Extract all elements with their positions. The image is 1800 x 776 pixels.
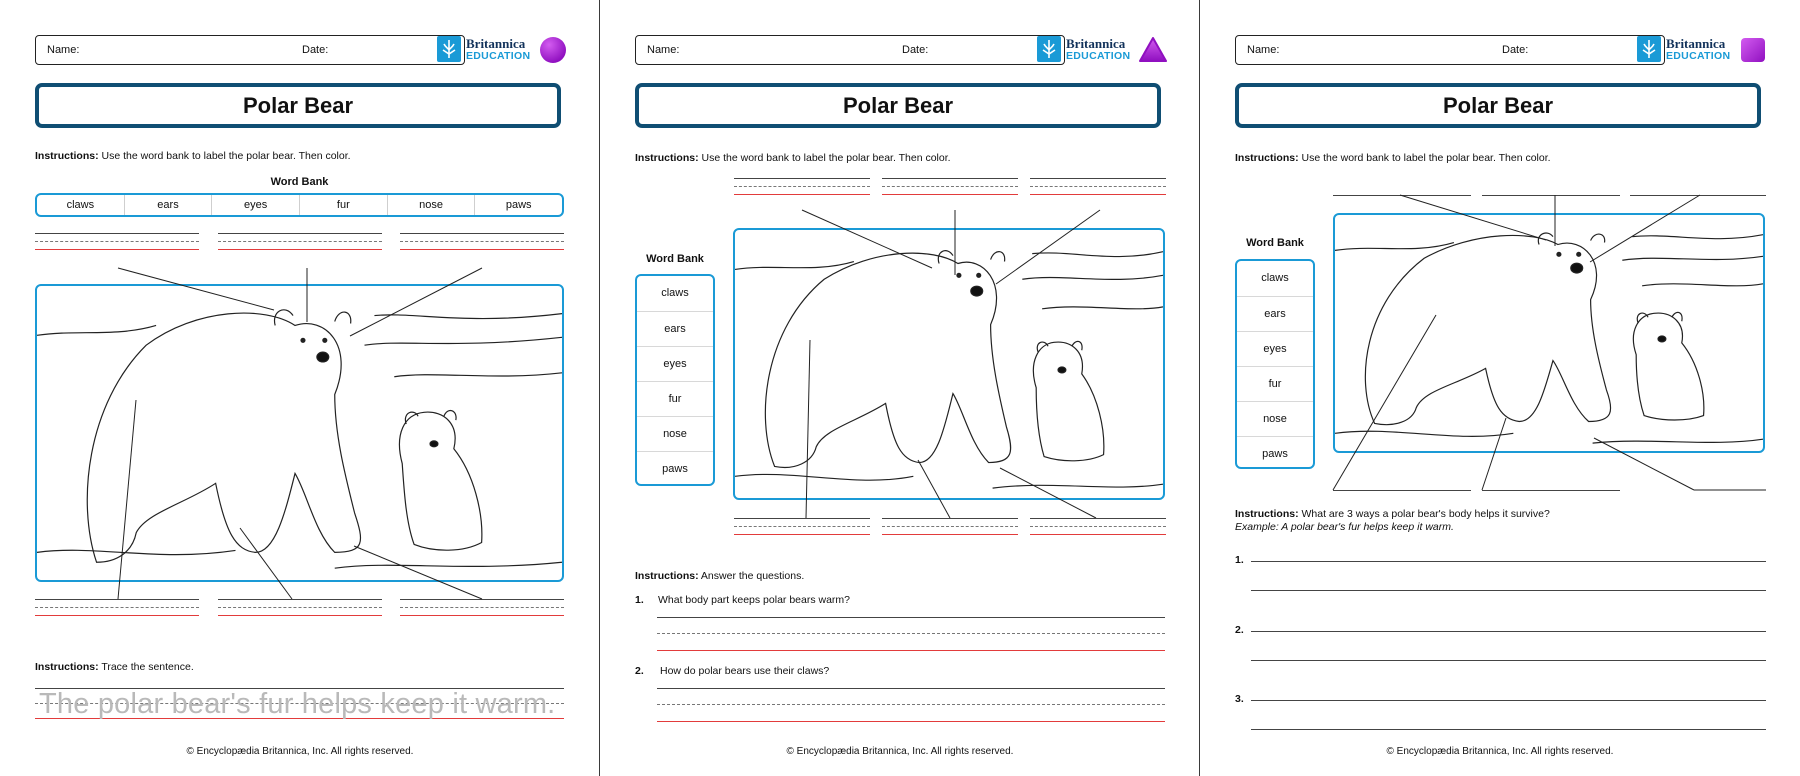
word-eyes: eyes (1237, 331, 1313, 366)
page-title: Polar Bear (1235, 83, 1761, 128)
date-label: Date: (1502, 44, 1529, 56)
word-fur: fur (637, 381, 713, 416)
question-2-text: How do polar bears use their claws? (660, 665, 830, 677)
brand-name: Britannica (1666, 36, 1726, 51)
name-label: Name: (1247, 44, 1280, 56)
answer-1-line-a[interactable] (1251, 561, 1766, 562)
worksheet-page-2 (600, 0, 1200, 776)
word-claws: claws (66, 199, 95, 211)
label-line-bottom-1[interactable] (734, 518, 870, 535)
date-label: Date: (302, 44, 329, 56)
answer-2-number: 2. (1235, 624, 1244, 636)
polar-bear-illustration (35, 284, 564, 582)
purple-triangle-icon (1139, 36, 1167, 64)
label-line-top-2[interactable] (882, 178, 1018, 195)
purple-circle-icon (539, 36, 567, 64)
label-line-bottom-1[interactable] (35, 599, 199, 616)
word-paws: paws (474, 195, 562, 215)
example-text: Example: A polar bear's fur helps keep it warm. (1235, 521, 1454, 533)
britannica-logo (437, 35, 533, 65)
label-line-top-1[interactable] (1333, 195, 1471, 196)
label-line-top-2[interactable] (218, 233, 382, 250)
word-bank-title: Word Bank (270, 176, 329, 188)
word-bank (1235, 259, 1315, 469)
thistle-icon (1637, 36, 1661, 62)
worksheet-page-3 (1200, 0, 1800, 776)
answer-1-number: 1. (1235, 554, 1244, 566)
label-line-bottom-2[interactable] (1482, 490, 1620, 491)
word-bank-title: Word Bank (1246, 237, 1304, 249)
brand-name: Britannica (466, 36, 526, 51)
label-line-top-3[interactable] (400, 233, 564, 250)
date-label: Date: (902, 44, 929, 56)
word-nose: nose (637, 416, 713, 451)
instructions-label: Instructions: Use the word bank to label the polar bear. Then color. (635, 152, 951, 164)
question-1-number: 1. (635, 594, 644, 606)
brand-sub: EDUCATION (1666, 50, 1731, 62)
label-line-top-2[interactable] (1482, 195, 1620, 196)
name-date-bar (635, 35, 1065, 65)
copyright-footer: © Encyclopædia Britannica, Inc. All rights reserved. (186, 746, 414, 757)
label-line-top-3[interactable] (1630, 195, 1766, 196)
survive-instructions: Instructions: What are 3 ways a polar bear's body helps it survive? (1235, 508, 1550, 520)
word-ears: ears (124, 195, 212, 215)
copyright-footer: © Encyclopædia Britannica, Inc. All rights reserved. (1386, 746, 1614, 757)
purple-square-icon (1739, 36, 1767, 64)
label-line-bottom-1[interactable] (1333, 490, 1471, 491)
thistle-icon (437, 36, 461, 62)
brand-sub: EDUCATION (466, 50, 531, 62)
answer-2-line-b[interactable] (1251, 660, 1766, 661)
page-title: Polar Bear (635, 83, 1161, 128)
answer-2-lines[interactable] (657, 688, 1165, 722)
label-line-bottom-2[interactable] (218, 599, 382, 616)
answer-3-line-b[interactable] (1251, 729, 1766, 730)
label-line-bottom-2[interactable] (882, 518, 1018, 535)
word-fur: fur (1237, 366, 1313, 401)
word-ears: ears (637, 311, 713, 346)
britannica-logo (1037, 35, 1133, 65)
question-2-number: 2. (635, 665, 644, 677)
polar-bear-drawing (1335, 215, 1763, 451)
word-eyes: eyes (211, 195, 299, 215)
word-claws: claws (661, 287, 689, 299)
brand-name: Britannica (1066, 36, 1126, 51)
answer-instructions: Instructions: Answer the questions. (635, 570, 805, 582)
question-1-text: What body part keeps polar bears warm? (658, 594, 851, 606)
worksheet-page-1 (0, 0, 600, 776)
word-bank (35, 193, 564, 217)
word-ears: ears (1237, 296, 1313, 331)
word-bank (635, 274, 715, 486)
polar-bear-drawing (37, 286, 562, 580)
polar-bear-illustration (733, 228, 1165, 500)
word-fur: fur (299, 195, 387, 215)
copyright-footer: © Encyclopædia Britannica, Inc. All rights reserved. (786, 746, 1014, 757)
name-date-bar (35, 35, 465, 65)
name-label: Name: (647, 44, 680, 56)
word-paws: paws (1237, 436, 1313, 471)
word-nose: nose (387, 195, 475, 215)
name-label: Name: (47, 44, 80, 56)
instructions-label: Instructions: Use the word bank to label the polar bear. Then color. (1235, 152, 1551, 164)
polar-bear-illustration (1333, 213, 1765, 453)
answer-2-line-a[interactable] (1251, 631, 1766, 632)
word-paws: paws (637, 451, 713, 486)
label-line-bottom-3[interactable] (1030, 518, 1166, 535)
answer-1-line-b[interactable] (1251, 590, 1766, 591)
label-line-top-1[interactable] (35, 233, 199, 250)
brand-sub: EDUCATION (1066, 50, 1131, 62)
word-claws: claws (1261, 272, 1289, 284)
word-eyes: eyes (637, 346, 713, 381)
name-date-bar (1235, 35, 1665, 65)
word-bank-title: Word Bank (646, 253, 704, 265)
answer-3-number: 3. (1235, 693, 1244, 705)
answer-3-line-a[interactable] (1251, 700, 1766, 701)
label-line-top-1[interactable] (734, 178, 870, 195)
label-line-top-3[interactable] (1030, 178, 1166, 195)
trace-sentence: The polar bear's fur helps keep it warm. (39, 688, 556, 720)
trace-instructions: Instructions: Trace the sentence. (35, 661, 194, 673)
instructions-label: Instructions: Use the word bank to label the polar bear. Then color. (35, 150, 351, 162)
page-title: Polar Bear (35, 83, 561, 128)
polar-bear-drawing (735, 230, 1163, 498)
answer-1-lines[interactable] (657, 617, 1165, 651)
word-nose: nose (1237, 401, 1313, 436)
label-line-bottom-3[interactable] (400, 599, 564, 616)
britannica-logo (1637, 35, 1733, 65)
trace-sentence-lines[interactable] (35, 688, 564, 722)
thistle-icon (1037, 36, 1061, 62)
